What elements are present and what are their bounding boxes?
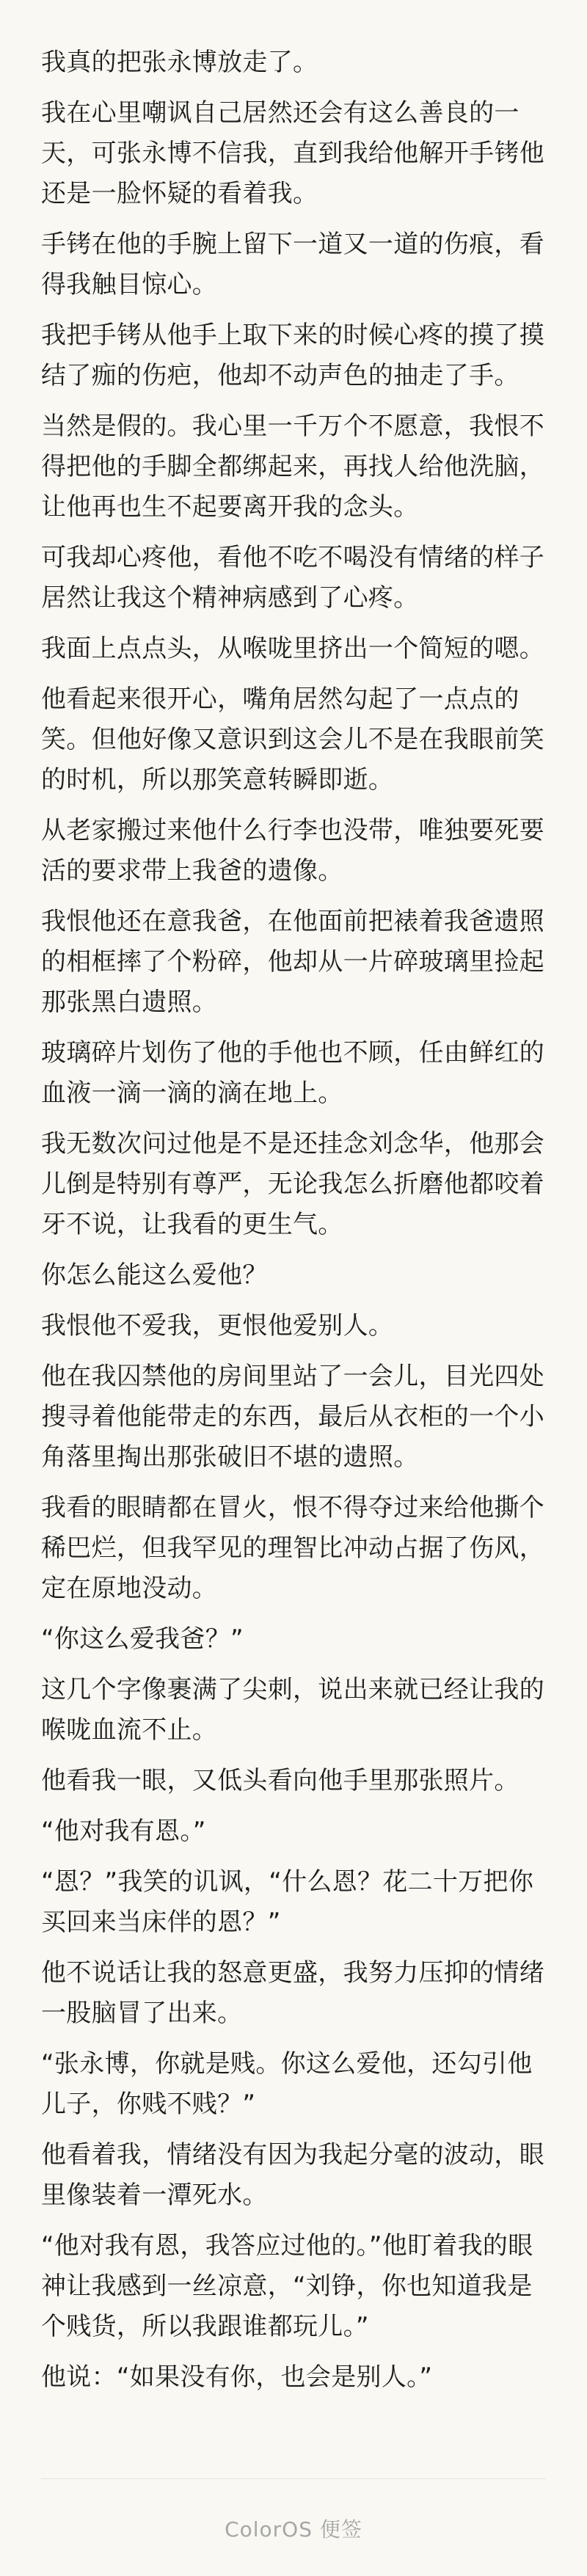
footer-brand: ColorOS 便签 <box>225 2517 362 2542</box>
note-paragraph: 他看起来很开心，嘴角居然勾起了一点点的笑。但他好像又意识到这会儿不是在我眼前笑的时机，所以那笑意转瞬即逝。 <box>41 685 544 795</box>
note-paragraph: “他对我有恩。” <box>41 1817 206 1846</box>
note-body <box>41 43 555 2408</box>
note-paragraph: 我面上点点头，从喉咙里挤出一个简短的嗯。 <box>41 634 544 663</box>
note-paragraph: 手铐在他的手腕上留下一道又一道的伤痕，看得我触目惊心。 <box>41 230 544 299</box>
note-paragraph: 我真的把张永博放走了。 <box>41 48 318 77</box>
note-paragraph: 他看我一眼，又低头看向他手里那张照片。 <box>41 1766 519 1795</box>
note-paragraph: 当然是假的。我心里一千万个不愿意，我恨不得把他的手脚全都绑起来，再找人给他洗脑，让他再也生不起要离开我的念头。 <box>41 412 544 522</box>
note-paragraph: 他说：“如果没有你，也会是别人。” <box>41 2362 433 2392</box>
note-paragraph: 玻璃碎片划伤了他的手他也不顾，任由鲜红的血液一滴一滴的滴在地上。 <box>41 1038 544 1108</box>
note-paragraph: 我恨他还在意我爸，在他面前把裱着我爸遗照的相框摔了个粉碎，他却从一片碎玻璃里捡起那张黑白遗照。 <box>41 907 544 1017</box>
note-paragraph: “你这么爱我爸？” <box>41 1624 244 1654</box>
note-paragraph: 他不说话让我的怒意更盛，我努力压抑的情绪一股脑冒了出来。 <box>41 1958 544 2028</box>
note-paragraph: 可我却心疼他，看他不吃不喝没有情绪的样子居然让我这个精神病感到了心疼。 <box>41 543 544 613</box>
footer-divider <box>41 2478 546 2479</box>
note-paragraph: “恩？”我笑的讥讽，“什么恩？花二十万把你买回来当床伴的恩？” <box>41 1867 534 1937</box>
note-paragraph: 我恨他不爱我，更恨他爱别人。 <box>41 1311 394 1340</box>
note-paragraph: 他看着我，情绪没有因为我起分毫的波动，眼里像装着一潭死水。 <box>41 2140 544 2210</box>
note-paragraph: 我无数次问过他是不是还挂念刘念华，他那会儿倒是特别有尊严，无论我怎么折磨他都咬着牙不说，让我看的更生气。 <box>41 1129 544 1239</box>
note-paragraph: 我在心里嘲讽自己居然还会有这么善良的一天，可张永博不信我，直到我给他解开手铐他还是一脸怀疑的看着我。 <box>41 98 544 208</box>
note-paragraph: “张永博，你就是贱。你这么爱他，还勾引他儿子，你贱不贱？” <box>41 2049 533 2119</box>
note-paragraph: 我看的眼睛都在冒火，恨不得夺过来给他撕个稀巴烂，但我罕见的理智比冲动占据了伤风，定在原地没动。 <box>41 1493 544 1603</box>
note-paragraph: 从老家搬过来他什么行李也没带，唯独要死要活的要求带上我爸的遗像。 <box>41 816 544 886</box>
note-paragraph: 他在我囚禁他的房间里站了一会儿，目光四处搜寻着他能带走的东西，最后从衣柜的一个小角落里掏出那张破旧不堪的遗照。 <box>41 1362 544 1472</box>
note-paragraph: “他对我有恩，我答应过他的。”他盯着我的眼神让我感到一丝凉意，“刘铮，你也知道我是个贱货，所以我跟谁都玩儿。” <box>41 2231 533 2341</box>
note-paragraph: 我把手铐从他手上取下来的时候心疼的摸了摸结了痂的伤疤，他却不动声色的抽走了手。 <box>41 321 544 390</box>
note-paragraph: 你怎么能这么爱他？ <box>41 1260 268 1290</box>
note-paragraph: 这几个字像裹满了尖刺，说出来就已经让我的喉咙血流不止。 <box>41 1675 544 1745</box>
